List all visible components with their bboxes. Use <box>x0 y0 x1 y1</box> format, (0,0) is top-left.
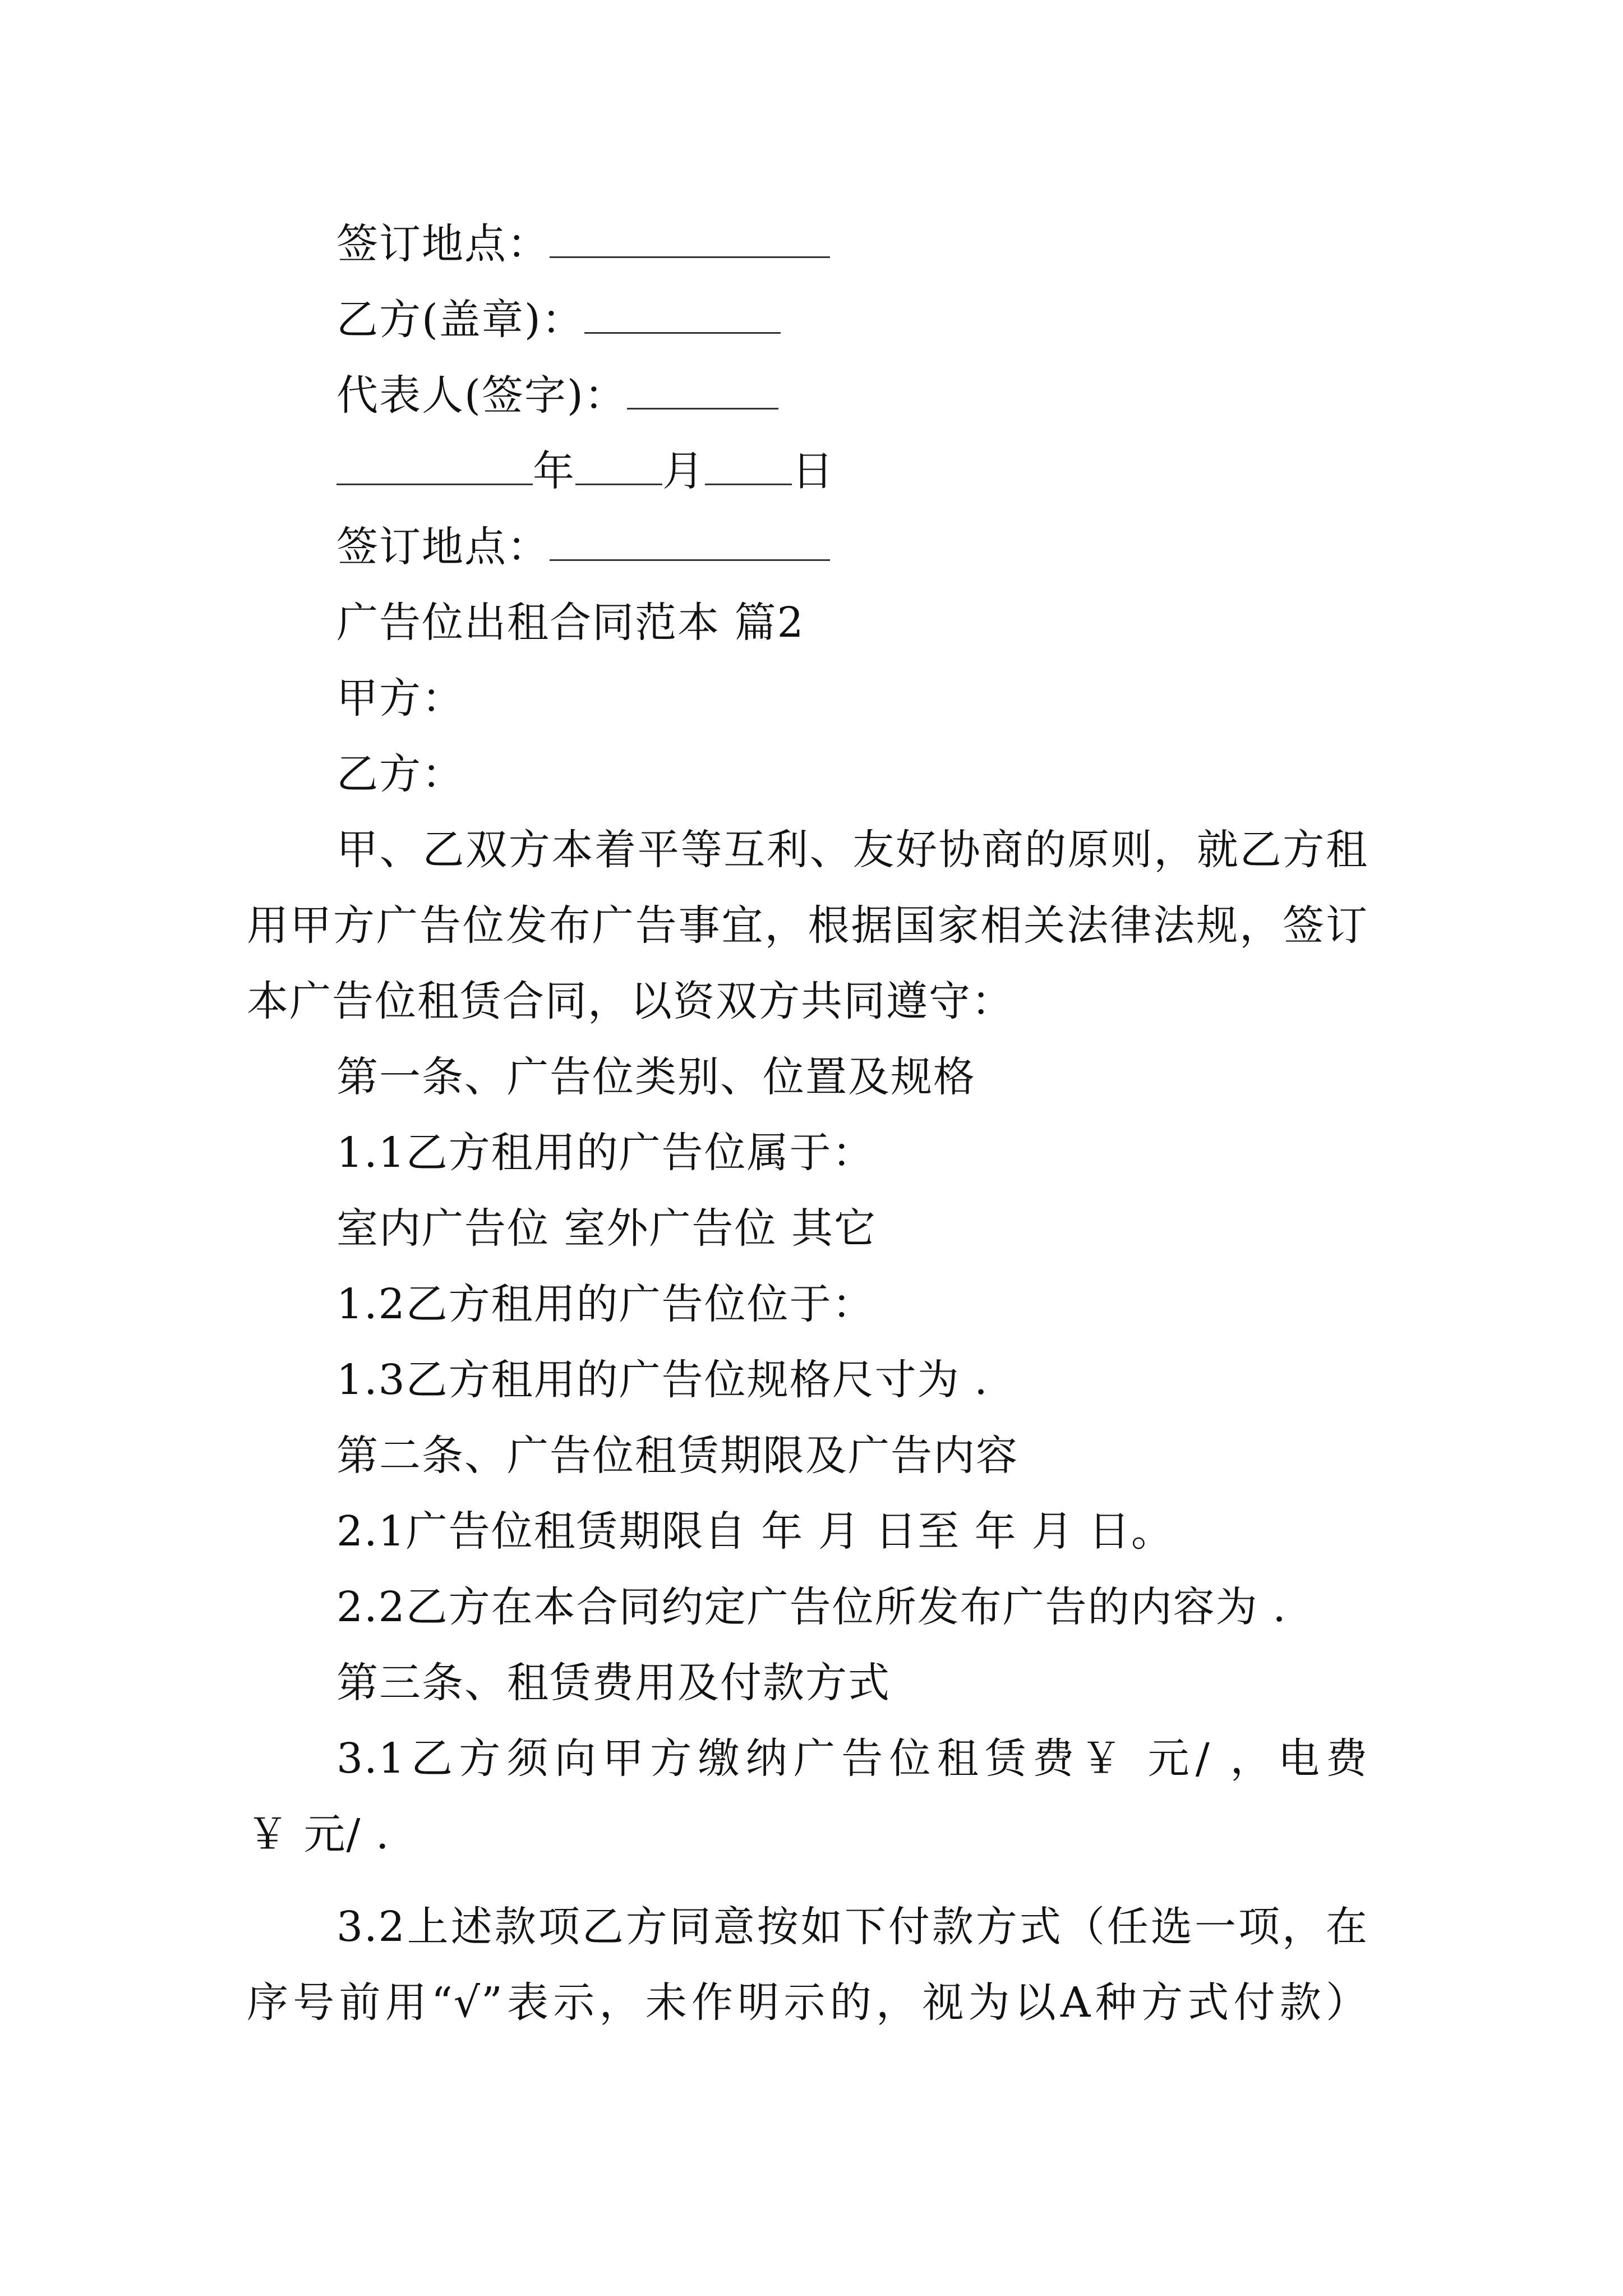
article-2-2: 2.2乙方在本合同约定广告位所发布广告的内容为 . <box>336 1583 1287 1631</box>
article-3-2-line-2: 序号前用“√”表示，未作明示的，视为以A种方式付款） <box>247 1978 1368 2027</box>
article-3-2-line-1: 3.2上述款项乙方同意按如下付款方式（任选一项，在 <box>336 1903 1368 1951</box>
blank-underline <box>336 451 533 485</box>
blank-underline <box>575 451 662 485</box>
preamble-line-1: 甲、乙双方本着平等互利、友好协商的原则，就乙方租 <box>336 826 1368 874</box>
article-1-title: 第一条、广告位类别、位置及规格 <box>336 1053 976 1101</box>
sign-place-line-1 <box>336 220 830 268</box>
sign-place-label: 签订地点： <box>336 523 550 571</box>
date-day-label: 日 <box>792 447 834 495</box>
date-year-label: 年 <box>533 447 575 495</box>
article-1-3: 1.3乙方租用的广告位规格尺寸为 . <box>336 1356 989 1404</box>
article-3-1-line-1: 3.1乙方须向甲方缴纳广告位租赁费￥ 元/ ，电费 <box>336 1734 1368 1783</box>
article-1-1: 1.1乙方租用的广告位属于： <box>336 1129 875 1177</box>
date-month-label: 月 <box>662 447 705 495</box>
article-2-1: 2.1广告位租赁期限自 年 月 日至 年 月 日。 <box>336 1507 1174 1556</box>
article-1-options: 室内广告位 室外广告位 其它 <box>336 1204 877 1253</box>
party-b-seal-line <box>336 296 781 344</box>
blank-underline <box>627 375 778 409</box>
blank-underline <box>705 451 792 485</box>
preamble-line-3: 本广告位租赁合同，以资双方共同遵守： <box>247 977 1014 1025</box>
party-b-seal-label: 乙方(盖章)： <box>336 296 584 344</box>
sign-place-label: 签订地点： <box>336 220 550 268</box>
article-3-1-line-2: ￥ 元/ . <box>247 1810 390 1858</box>
article-3-title: 第三条、租赁费用及付款方式 <box>336 1659 891 1707</box>
article-2-title: 第二条、广告位租赁期限及广告内容 <box>336 1432 1018 1480</box>
preamble-line-2: 用甲方广告位发布广告事宜，根据国家相关法律法规，签订 <box>247 901 1368 950</box>
party-a-line: 甲方： <box>336 674 464 723</box>
blank-underline <box>550 224 830 258</box>
blank-underline <box>584 300 781 334</box>
representative-label: 代表人(签字)： <box>336 371 627 420</box>
article-1-2: 1.2乙方租用的广告位位于： <box>336 1280 875 1328</box>
blank-underline <box>550 527 830 561</box>
section-title: 广告位出租合同范本 篇2 <box>336 599 805 647</box>
party-b-line: 乙方： <box>336 750 464 798</box>
date-line <box>336 447 834 495</box>
sign-place-line-2 <box>336 523 830 571</box>
representative-line <box>336 371 778 420</box>
